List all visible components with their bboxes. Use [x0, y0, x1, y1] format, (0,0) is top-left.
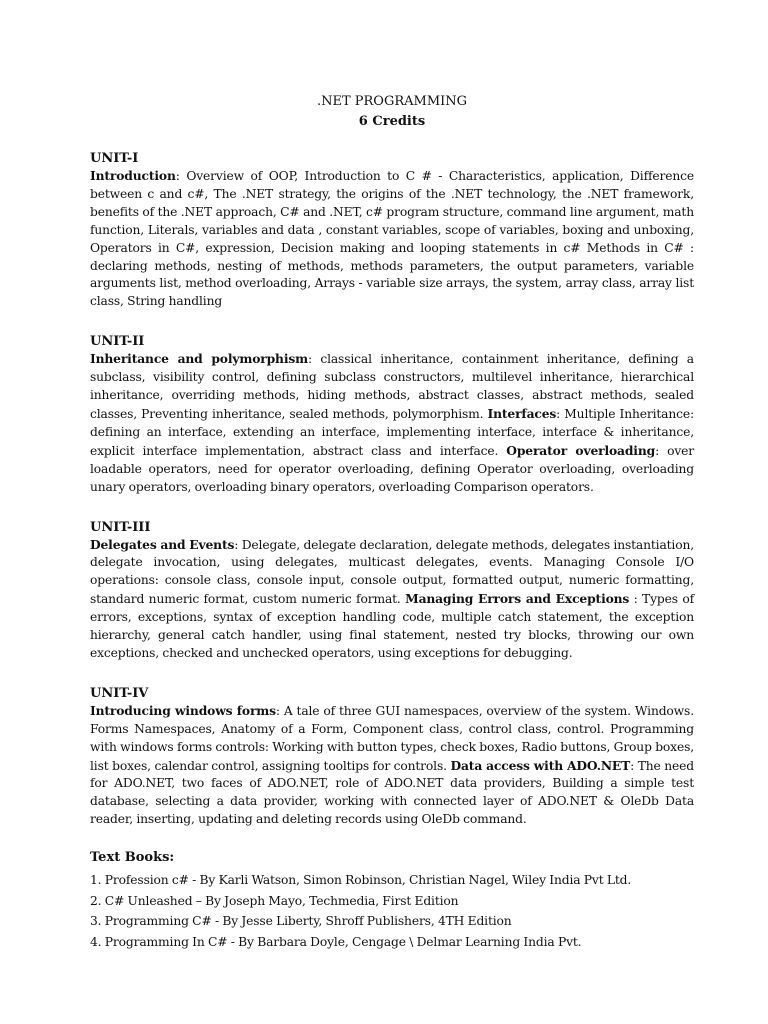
- list-item: 3. Programming C# - By Jesse Liberty, Shroff Publishers, 4TH Edition: [90, 914, 512, 929]
- text-books-section: [90, 849, 694, 952]
- unit-heading: UNIT-I: [90, 151, 139, 166]
- topic-text: : over loadable operators, need for operator overloading, defining Operator overloading, overloading unary operators, overloading binary operators, overloading Comparison operators.: [90, 443, 694, 494]
- topic-heading: Managing Errors and Exceptions: [405, 591, 630, 607]
- topic-heading: Operator overloading: [506, 442, 656, 458]
- topic-text: : A tale of three GUI namespaces, overview of the system. Windows. Forms Namespaces, Anatomy of a Form, Component class, control class, control. Programming with windows forms controls: Working with button types, check boxes, Radio buttons, Group boxes, list boxes, calendar control, assigning tooltips for controls.: [90, 703, 694, 773]
- topic-heading: Delegates and Events: [90, 536, 235, 552]
- topic-text: : Multiple Inheritance: defining an interface, extending an interface, implementing interface, interface & inheritance, explicit interface implementation, abstract class and interface.: [90, 406, 694, 458]
- unit-paragraph: [90, 536, 694, 663]
- topic-text: : Types of errors, exceptions, syntax of exception handling code, multiple catch statement, the exception hierarchy, general catch handler, using final statement, nested try blocks, throwing our own exceptions, checked and unchecked operators, using exceptions for debugging.: [90, 592, 694, 660]
- topic-heading: Inheritance and polymorphism: [90, 351, 309, 367]
- topic-heading: Interfaces: [487, 405, 557, 421]
- unit-heading: UNIT-II: [90, 334, 145, 350]
- topic-heading: Data access with ADO.NET: [450, 757, 631, 773]
- unit-paragraph: [90, 702, 694, 829]
- unit-section-4: [90, 685, 694, 829]
- text-books-heading: Text Books:: [90, 850, 175, 866]
- topic-text: : classical inheritance, containment inheritance, defining a subclass, visibility control, defining subclass constructors, multilevel inheritance, hierarchical inheritance, overriding methods, hiding methods, abstract classes, abstract methods, sealed classes, Preventing inheritance, sealed methods, polymorphism.: [90, 352, 694, 421]
- unit-section-3: [90, 519, 694, 663]
- unit-heading: UNIT-III: [90, 519, 151, 535]
- unit-section-2: [90, 333, 694, 496]
- list-item: 2. C# Unleashed – By Joseph Mayo, Techmedia, First Edition: [90, 893, 459, 908]
- list-item: 4. Programming In C# - By Barbara Doyle, Cengage \ Delmar Learning India Pvt.: [90, 934, 582, 949]
- topic-heading: Introduction: [90, 168, 176, 183]
- unit-section-1: [90, 150, 694, 311]
- list-item: 1. Profession c# - By Karli Watson, Simon Robinson, Christian Nagel, Wiley India Pvt Ltd.: [90, 873, 632, 888]
- topic-text: : Overview of OOP, Introduction to C # - Characteristics, application, Difference between c and c#, The .NET strategy, the origins of the .NET technology, the .NET framework, benefits of the .NET approach, C# and .NET, c# program structure, command line argument, math function, Literals, variables and data , constant variables, scope of variables, boxing and unboxing, Operators in C#, expression, Decision making and looping statements in c# Methods in C# : declaring methods, nesting of methods, methods parameters, the output parameters, variable arguments list, method overloading, Arrays - variable size arrays, the system, array class, array list class, String handling: [90, 169, 694, 309]
- topic-heading: Introducing windows forms: [90, 702, 276, 718]
- unit-paragraph: [90, 167, 694, 311]
- document-title: .NET PROGRAMMING: [316, 94, 468, 109]
- unit-heading: UNIT-IV: [90, 685, 149, 701]
- text-books-list: [90, 870, 694, 952]
- document-credits: 6 Credits: [358, 114, 426, 129]
- unit-paragraph: [90, 350, 694, 496]
- topic-text: : The need for ADO.NET, two faces of ADO.NET, role of ADO.NET data providers, Building a simple test database, selecting a data provider, working with connected layer of ADO.NET & OleDb Data reader, inserting, updating and deleting records using OleDb command.: [90, 758, 694, 827]
- topic-text: : Delegate, delegate declaration, delegate methods, delegates instantiation, delegate invocation, using delegates, multicast delegates, events. Managing Console I/O operations: console class, console input, console output, formatted output, numeric formatting, standard numeric format, custom numeric format.: [90, 537, 694, 607]
